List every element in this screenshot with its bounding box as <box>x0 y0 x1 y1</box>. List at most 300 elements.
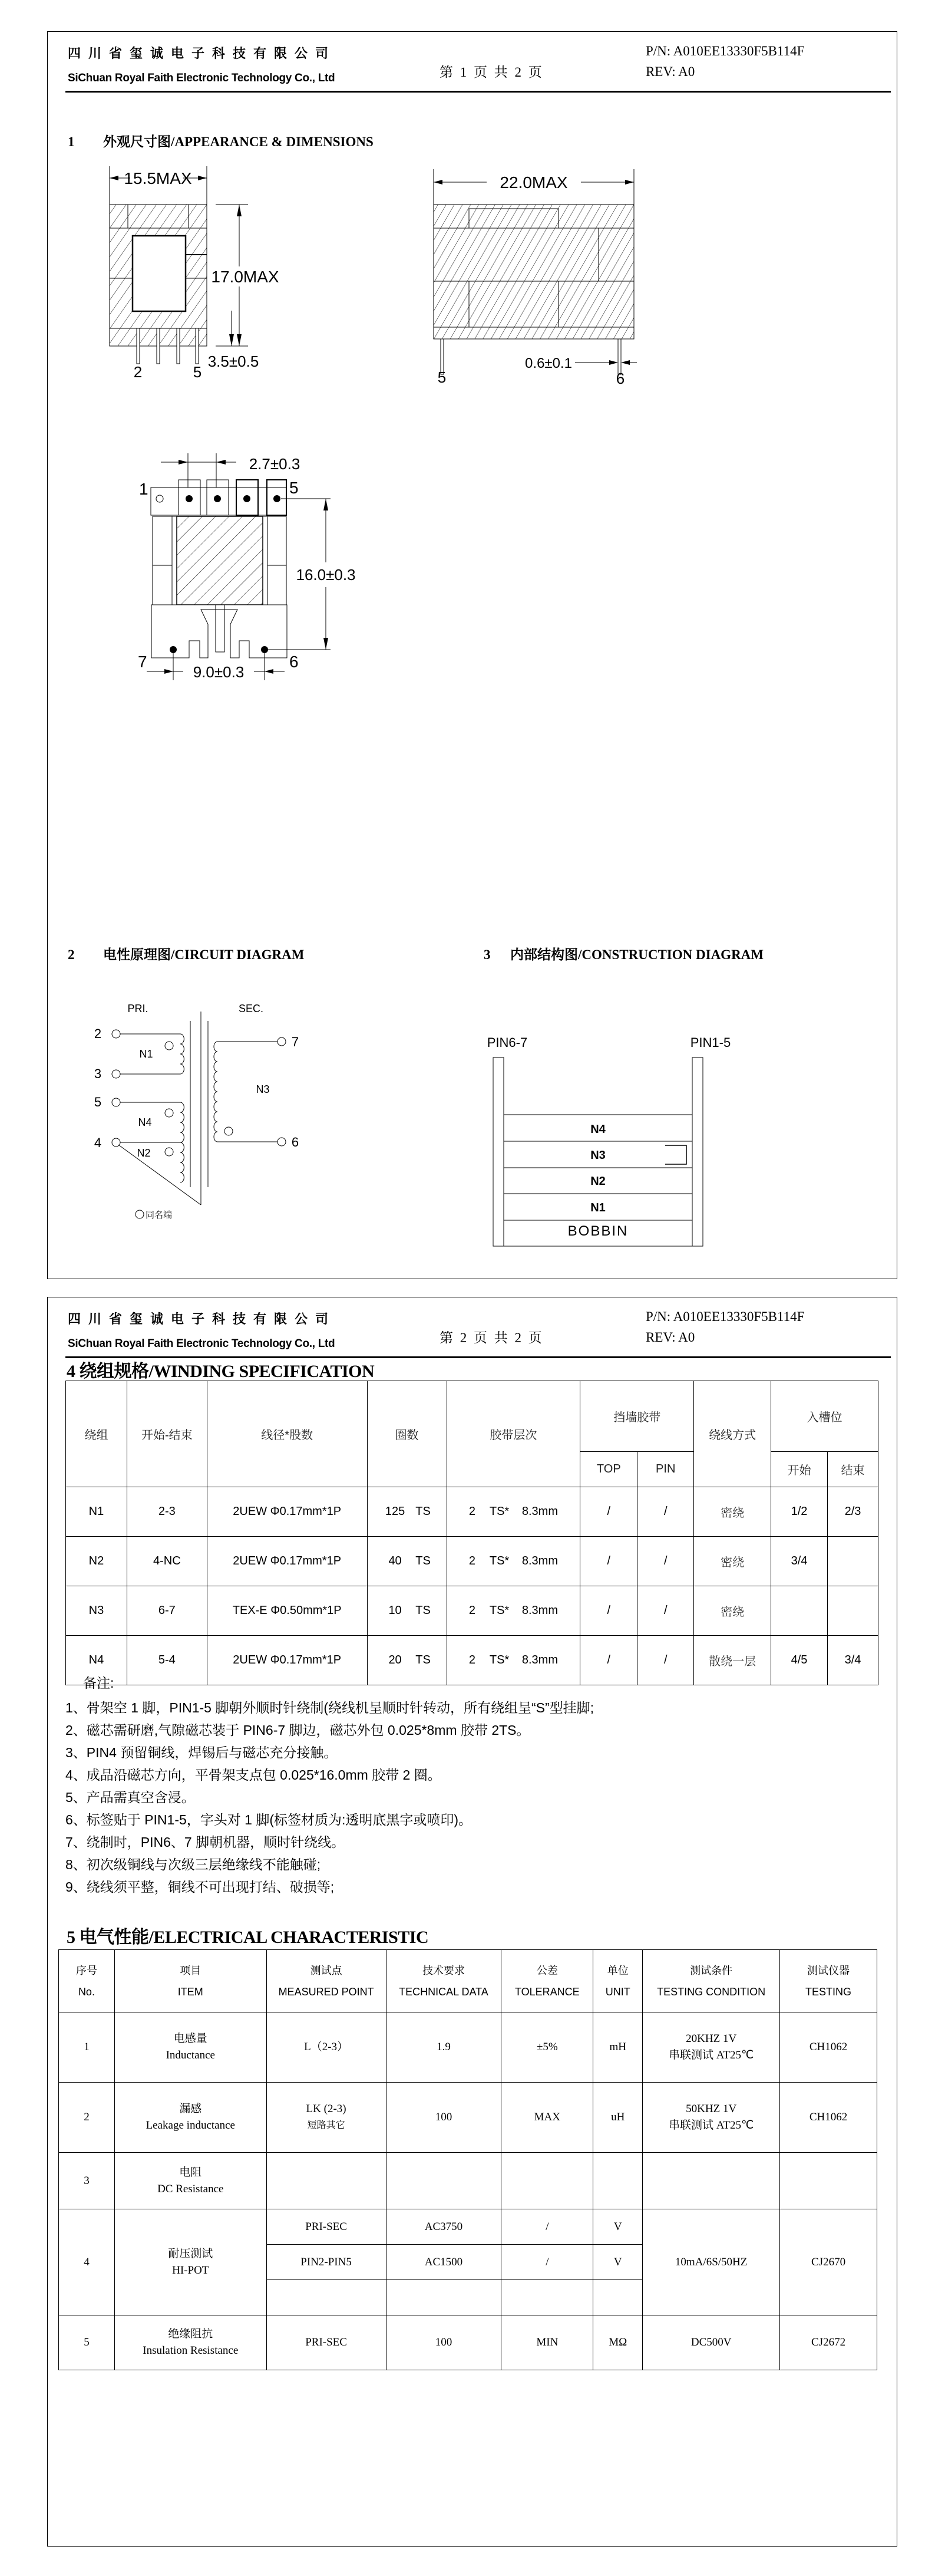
header-winding: 绕组 <box>66 1381 127 1487</box>
text-value: N2 <box>88 1554 104 1567</box>
cell-data <box>386 2153 501 2209</box>
cell-wire <box>207 1586 367 1636</box>
note-item: 2、磁芯需研磨,气隙磁芯装于 PIN6-7 脚边，磁芯外包 0.025*8mm 胶带 2TS。 <box>65 1722 530 1738</box>
cell-tolerance <box>501 2083 593 2153</box>
text-value: CJ2672 <box>811 2336 846 2348</box>
electrical-characteristic-table <box>58 1949 877 2370</box>
cell-unit <box>593 2280 643 2315</box>
cell-barrier-top <box>580 1537 637 1586</box>
cell-data <box>386 2083 501 2153</box>
text-value: 项目 <box>180 1964 201 1977</box>
header-turns: 圈数 <box>367 1381 447 1487</box>
text-value: 5 <box>84 2336 90 2348</box>
layer-n4: N4 <box>590 1123 606 1136</box>
cell-item <box>114 2012 266 2083</box>
text-value: TS* <box>489 1505 510 1518</box>
note-item: 1、骨架空 1 脚，PIN1-5 脚朝外顺时针绕制(绕线机呈顺时针转动，所有绕组呈“S”型挂脚; <box>65 1700 594 1715</box>
cell-tolerance <box>501 2245 593 2280</box>
header-barrier-top: TOP <box>580 1452 637 1487</box>
elec-row <box>59 2012 877 2083</box>
cell-wire <box>207 1537 367 1586</box>
header-barrier-tape: 挡墙胶带 <box>580 1381 694 1452</box>
winding-n1-label: N1 <box>139 1048 153 1060</box>
text-value: mH <box>609 2041 627 2053</box>
pin-label: 5 <box>289 479 299 497</box>
cell-item <box>114 2315 266 2370</box>
cell-slot-start <box>771 1636 828 1685</box>
cell-slot-end <box>827 1586 878 1636</box>
text-value: AC3750 <box>424 2220 463 2233</box>
dim-pin-pitch: 2.7±0.3 <box>249 455 300 473</box>
text-value: TS <box>415 1554 431 1567</box>
cell-turns <box>367 1586 447 1636</box>
cell-method <box>694 1586 771 1636</box>
text-value: 8.3mm <box>521 1554 558 1567</box>
cell-barrier-pin <box>637 1487 694 1537</box>
note-item: 9、绕线须平整，铜线不可出现打结、破损等; <box>65 1879 335 1895</box>
text-value: N4 <box>88 1653 104 1666</box>
cell-turns <box>367 1537 447 1586</box>
text-value: ±5% <box>536 2041 558 2053</box>
text-value: 测试仪器 <box>807 1964 850 1977</box>
cell-instrument <box>780 2209 877 2315</box>
cell-point <box>266 2083 386 2153</box>
elec-row <box>59 2315 877 2370</box>
dim-pin-length: 3.5±0.5 <box>207 353 259 370</box>
cell-instrument <box>780 2153 877 2209</box>
text-value: 125 <box>385 1505 405 1518</box>
header-tape-layers: 胶带层次 <box>447 1381 580 1487</box>
text-value: 3/4 <box>791 1554 808 1567</box>
text-value: 串联测试 AT25℃ <box>669 2119 754 2132</box>
cell-item <box>114 2153 266 2209</box>
text-value: 3 <box>84 2174 90 2187</box>
header-wire: 线径*股数 <box>207 1381 367 1487</box>
text-value: 2-3 <box>158 1505 176 1518</box>
text-value: LK (2-3) <box>306 2103 346 2115</box>
text-value: 2/3 <box>844 1505 861 1518</box>
cell-unit <box>593 2315 643 2370</box>
dot-convention-legend: 同名端 <box>146 1210 173 1220</box>
text-value: 2 <box>468 1604 475 1617</box>
text-value: CJ2670 <box>811 2255 846 2268</box>
note-item: 6、标签贴于 PIN1-5，字头对 1 脚(标签材质为:透明底黑字或喷印)。 <box>65 1812 473 1827</box>
text-value: PIN2-PIN5 <box>300 2255 352 2268</box>
text-value: UNIT <box>605 1985 630 1998</box>
text-value: L（2-3） <box>304 2041 349 2053</box>
cell-tolerance <box>501 2012 593 2083</box>
elec-row <box>59 2083 877 2153</box>
text-value: 1/2 <box>791 1505 808 1518</box>
page-header <box>65 32 891 93</box>
text-value: AC1500 <box>424 2255 463 2268</box>
text-value: TESTING CONDITION <box>657 1985 766 1998</box>
cell-slot-start <box>771 1537 828 1586</box>
text-value: 测试点 <box>310 1964 342 1977</box>
text-value: / <box>607 1505 611 1518</box>
pin-7-label: 7 <box>291 1035 299 1049</box>
cell-barrier-pin <box>637 1586 694 1636</box>
section-4-title: 4 绕组规格/WINDING SPECIFICATION <box>67 1362 375 1381</box>
text-value: MAX <box>534 2111 560 2123</box>
text-value: 2 <box>468 1653 475 1666</box>
text-value: 1 <box>84 2041 90 2053</box>
text-value: 4 <box>84 2255 90 2268</box>
pin-label: 5 <box>193 363 202 378</box>
cell-no <box>59 2153 115 2209</box>
page-indicator: 第 2 页 共 2 页 <box>440 1330 544 1345</box>
text-value: Insulation Resistance <box>143 2344 239 2357</box>
section-5-title: 5 电气性能/ELECTRICAL CHARACTERISTIC <box>67 1928 429 1947</box>
text-value: 3/4 <box>844 1653 861 1666</box>
cell-instrument <box>780 2012 877 2083</box>
cell-point <box>266 2280 386 2315</box>
elec-header-cell <box>386 1950 501 2012</box>
page-header <box>65 1297 891 1358</box>
winding-n2-label: N2 <box>137 1147 151 1159</box>
text-value: N1 <box>88 1505 104 1518</box>
text-value: 10mA/6S/50HZ <box>675 2255 748 2268</box>
text-value: 密绕 <box>721 1606 745 1619</box>
dim-width-max: 15.5MAX <box>124 169 192 187</box>
cell-barrier-pin <box>637 1537 694 1586</box>
dim-height-max: 17.0MAX <box>211 268 279 286</box>
text-value: V <box>613 2220 622 2233</box>
text-value: 2 <box>84 2111 90 2123</box>
cell-item <box>114 2083 266 2153</box>
text-value: 6-7 <box>158 1604 176 1617</box>
pin-3-label: 3 <box>94 1066 102 1081</box>
header-start-end: 开始-结束 <box>127 1381 207 1487</box>
cell-item <box>114 2209 266 2315</box>
winding-row <box>66 1537 878 1586</box>
layer-n2: N2 <box>590 1175 606 1188</box>
part-number: P/N: A010EE13330F5B114F <box>646 44 805 58</box>
text-value: 2 <box>468 1554 475 1567</box>
cell-unit <box>593 2012 643 2083</box>
text-value: / <box>546 2220 549 2233</box>
cell-no <box>59 2012 115 2083</box>
construction-diagram <box>472 1034 802 1258</box>
text-value: TS* <box>489 1653 510 1666</box>
dim-pin-span: 9.0±0.3 <box>193 663 245 680</box>
text-value: 电感量 <box>173 2033 207 2045</box>
cell-unit <box>593 2083 643 2153</box>
pin-label: 2 <box>133 363 143 378</box>
text-value: TS <box>415 1505 431 1518</box>
text-value: 20 <box>388 1653 402 1666</box>
cell-data <box>386 2012 501 2083</box>
pin-6-label: 6 <box>291 1135 299 1149</box>
pin-2-label: 2 <box>94 1026 102 1041</box>
company-name-cn: 四川省玺诚电子科技有限公司 <box>68 1312 336 1326</box>
cell-unit <box>593 2245 643 2280</box>
text-value: 短路其它 <box>307 2120 345 2130</box>
pin-label: 1 <box>139 480 148 498</box>
cell-barrier-pin <box>637 1636 694 1685</box>
cell-data <box>386 2209 501 2245</box>
text-value: 单位 <box>607 1964 629 1977</box>
text-value: 散绕一层 <box>709 1655 756 1668</box>
cell-point <box>266 2209 386 2245</box>
text-value: / <box>607 1554 611 1567</box>
section-3-title <box>484 944 764 963</box>
cell-tolerance <box>501 2280 593 2315</box>
pins-right-label: PIN1-5 <box>690 1035 731 1050</box>
cell-tolerance <box>501 2315 593 2370</box>
text-value: 100 <box>435 2111 452 2123</box>
company-name-en: SiChuan Royal Faith Electronic Technology Co., Ltd <box>68 72 335 84</box>
text-value: / <box>663 1554 668 1567</box>
cell-barrier-top <box>580 1487 637 1537</box>
elec-row <box>59 2153 877 2209</box>
text-value: PRI-SEC <box>305 2336 347 2348</box>
elec-row <box>59 2209 877 2245</box>
text-value: 耐压测试 <box>168 2247 213 2260</box>
text-value: HI-POT <box>172 2264 209 2277</box>
text-value: MEASURED POINT <box>278 1985 374 1998</box>
text-value: 100 <box>435 2336 452 2348</box>
cell-unit <box>593 2153 643 2209</box>
note-item: 5、产品需真空含浸。 <box>65 1790 195 1805</box>
text-value: TEX-E Φ0.50mm*1P <box>232 1604 342 1617</box>
dim-length-max: 22.0MAX <box>500 173 568 192</box>
text-value: 电阻 <box>179 2166 202 2179</box>
bottom-view-drawing <box>113 433 384 680</box>
part-number: P/N: A010EE13330F5B114F <box>646 1309 805 1324</box>
pin-label: 6 <box>289 653 299 671</box>
cell-start-end <box>127 1586 207 1636</box>
cell-condition <box>643 2315 780 2370</box>
text-value: TOLERANCE <box>514 1985 580 1998</box>
text-value: 公差 <box>536 1964 558 1977</box>
cell-winding <box>66 1487 127 1537</box>
winding-spec-table <box>65 1381 878 1685</box>
winding-row <box>66 1586 878 1636</box>
winding-n4-label: N4 <box>138 1116 152 1128</box>
cell-start-end <box>127 1537 207 1586</box>
text-value: 串联测试 AT25℃ <box>669 2049 754 2061</box>
cell-data <box>386 2280 501 2315</box>
text-value: 漏感 <box>179 2103 202 2115</box>
cell-turns <box>367 1487 447 1537</box>
spec-page-2 <box>47 1297 897 2547</box>
section-number: 2 <box>68 947 75 962</box>
text-value: 2UEW Φ0.17mm*1P <box>233 1505 342 1518</box>
text-value: 50KHZ 1V <box>686 2103 737 2115</box>
cell-winding <box>66 1586 127 1636</box>
company-name-cn: 四川省玺诚电子科技有限公司 <box>68 46 336 61</box>
cell-barrier-top <box>580 1586 637 1636</box>
cell-method <box>694 1537 771 1586</box>
text-value: 8.3mm <box>521 1505 558 1518</box>
text-value: TS <box>415 1653 431 1666</box>
cell-point <box>266 2315 386 2370</box>
section-title-text: 内部结构图/CONSTRUCTION DIAGRAM <box>510 947 764 962</box>
cell-slot-start <box>771 1487 828 1537</box>
cell-tolerance <box>501 2209 593 2245</box>
cell-data <box>386 2245 501 2280</box>
text-value: V <box>613 2255 622 2268</box>
cell-point <box>266 2245 386 2280</box>
elec-header-cell <box>643 1950 780 2012</box>
text-value: Inductance <box>166 2049 215 2061</box>
text-value: 密绕 <box>721 1507 745 1520</box>
cell-start-end <box>127 1487 207 1537</box>
section-number: 3 <box>484 947 491 962</box>
text-value: / <box>663 1604 668 1617</box>
cell-condition <box>643 2153 780 2209</box>
side-view-drawing <box>431 160 666 384</box>
text-value: N3 <box>88 1604 104 1617</box>
header-slot: 入槽位 <box>771 1381 878 1452</box>
cell-slot-end <box>827 1487 878 1537</box>
text-value: / <box>546 2255 549 2268</box>
elec-header-cell <box>266 1950 386 2012</box>
elec-header-cell <box>114 1950 266 2012</box>
page-indicator: 第 1 页 共 2 页 <box>440 65 544 80</box>
text-value: 20KHZ 1V <box>686 2033 737 2045</box>
text-value: / <box>607 1653 611 1666</box>
pins-left-label: PIN6-7 <box>487 1035 528 1050</box>
section-1-title <box>68 131 374 150</box>
cell-slot-end <box>827 1636 878 1685</box>
note-item: 3、PIN4 预留铜线，焊锡后与磁芯充分接触。 <box>65 1745 338 1760</box>
revision: REV: A0 <box>646 64 695 79</box>
section-title-text: 电性原理图/CIRCUIT DIAGRAM <box>103 947 305 962</box>
text-value: DC Resistance <box>157 2182 224 2195</box>
primary-label: PRI. <box>127 1003 148 1014</box>
cell-no <box>59 2209 115 2315</box>
text-value: 绝缘阻抗 <box>168 2328 213 2340</box>
text-value: 2 <box>468 1505 475 1518</box>
text-value: TS* <box>489 1604 510 1617</box>
secondary-label: SEC. <box>238 1003 264 1014</box>
cell-tape <box>447 1537 580 1586</box>
front-view-drawing <box>107 160 460 378</box>
pin-4-label: 4 <box>94 1135 102 1150</box>
text-value: TS <box>415 1604 431 1617</box>
text-value: 1.9 <box>437 2041 451 2053</box>
cell-winding <box>66 1537 127 1586</box>
cell-point <box>266 2012 386 2083</box>
cell-point <box>266 2153 386 2209</box>
text-value: 10 <box>388 1604 402 1617</box>
text-value: DC500V <box>690 2336 732 2348</box>
text-value: 8.3mm <box>521 1604 558 1617</box>
spec-page-1 <box>47 31 897 1279</box>
cell-wire <box>207 1487 367 1537</box>
winding-n3-label: N3 <box>256 1083 270 1095</box>
text-value: TECHNICAL DATA <box>399 1985 488 1998</box>
elec-header-cell <box>780 1950 877 2012</box>
dim-pin-diameter: 0.6±0.1 <box>525 355 572 371</box>
text-value: 测试条件 <box>690 1964 733 1977</box>
section-title-text: 外观尺寸图/APPEARANCE & DIMENSIONS <box>103 134 374 149</box>
layer-n3: N3 <box>590 1149 606 1162</box>
text-value: 2UEW Φ0.17mm*1P <box>233 1653 342 1666</box>
text-value: ITEM <box>177 1985 203 1998</box>
text-value: Leakage inductance <box>146 2119 235 2132</box>
text-value: / <box>663 1505 668 1518</box>
cell-condition <box>643 2012 780 2083</box>
cell-tolerance <box>501 2153 593 2209</box>
text-value: TESTING <box>805 1985 852 1998</box>
pin-5-label: 5 <box>94 1095 102 1109</box>
header-method: 绕线方式 <box>694 1381 771 1487</box>
pin-label: 5 <box>437 368 447 384</box>
elec-header-cell <box>501 1950 593 2012</box>
cell-data <box>386 2315 501 2370</box>
text-value: CH1062 <box>809 2111 848 2123</box>
cell-no <box>59 2315 115 2370</box>
header-slot-start: 开始 <box>771 1452 828 1487</box>
text-value: 4/5 <box>791 1653 808 1666</box>
text-value: 4-NC <box>153 1554 181 1567</box>
elec-header-cell <box>593 1950 643 2012</box>
text-value: No. <box>78 1985 95 1998</box>
bobbin-label: BOBBIN <box>567 1223 629 1239</box>
note-item: 7、绕制时，PIN6、7 脚朝机器，顺时针绕线。 <box>65 1834 345 1850</box>
circuit-diagram <box>60 999 389 1246</box>
text-value: 8.3mm <box>521 1653 558 1666</box>
section-number: 1 <box>68 134 75 149</box>
cell-slot-start <box>771 1586 828 1636</box>
header-barrier-pin: PIN <box>637 1452 694 1487</box>
elec-header-cell <box>59 1950 115 2012</box>
note-item: 8、初次级铜线与次级三层绝缘线不能触碰; <box>65 1857 321 1872</box>
text-value: PRI-SEC <box>305 2220 347 2233</box>
dim-row-spacing: 16.0±0.3 <box>296 566 356 584</box>
text-value: 2UEW Φ0.17mm*1P <box>233 1554 342 1567</box>
cell-method <box>694 1636 771 1685</box>
header-slot-end: 结束 <box>827 1452 878 1487</box>
cell-slot-end <box>827 1537 878 1586</box>
text-value: 密绕 <box>721 1556 745 1569</box>
cell-tape <box>447 1487 580 1537</box>
cell-instrument <box>780 2315 877 2370</box>
pin-label: 7 <box>138 653 147 671</box>
cell-instrument <box>780 2083 877 2153</box>
pin-label: 6 <box>616 370 625 384</box>
notes-section <box>65 1672 594 1898</box>
cell-condition <box>643 2209 780 2315</box>
company-name-en: SiChuan Royal Faith Electronic Technology Co., Ltd <box>68 1338 335 1350</box>
notes-heading: 备注: <box>83 1675 114 1691</box>
text-value: MΩ <box>609 2336 627 2348</box>
layer-n1: N1 <box>590 1201 606 1214</box>
winding-row <box>66 1487 878 1537</box>
text-value: 技术要求 <box>422 1964 465 1977</box>
text-value: CH1062 <box>809 2041 848 2053</box>
text-value: 40 <box>388 1554 402 1567</box>
cell-condition <box>643 2083 780 2153</box>
note-item: 4、成品沿磁芯方向，平骨架支点包 0.025*16.0mm 胶带 2 圈。 <box>65 1767 441 1783</box>
text-value: uH <box>611 2111 625 2123</box>
cell-tape <box>447 1586 580 1636</box>
text-value: MIN <box>536 2336 559 2348</box>
text-value: 5-4 <box>158 1653 176 1666</box>
text-value: / <box>663 1653 668 1666</box>
section-2-title <box>68 944 304 963</box>
revision: REV: A0 <box>646 1330 695 1345</box>
text-value: / <box>607 1604 611 1617</box>
cell-method <box>694 1487 771 1537</box>
text-value: TS* <box>489 1554 510 1567</box>
cell-no <box>59 2083 115 2153</box>
text-value: 序号 <box>75 1964 97 1977</box>
cell-unit <box>593 2209 643 2245</box>
